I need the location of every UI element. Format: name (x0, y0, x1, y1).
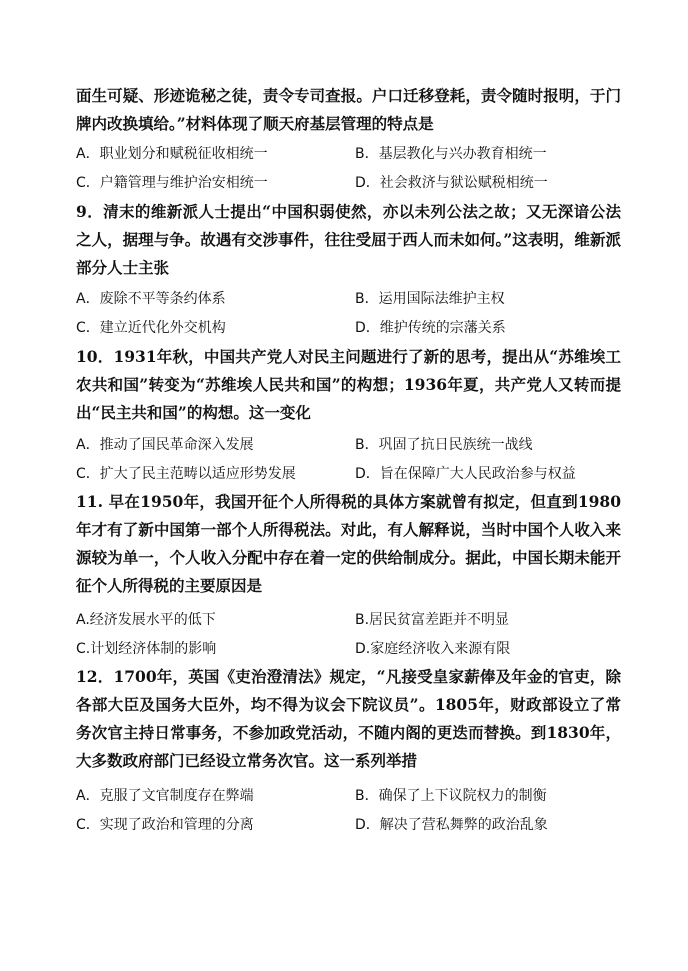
question-10-option-c[interactable]: C．扩大了民主范畴以适应形势发展 (76, 466, 296, 482)
question-12-option-c[interactable]: C．实现了政治和管理的分离 (76, 817, 254, 833)
question-8-option-c[interactable]: C．户籍管理与维护治安相统一 (76, 175, 268, 191)
question-8-option-a[interactable]: A．职业划分和赋税征收相统一 (76, 146, 268, 162)
question-11-option-a[interactable]: A.经济发展水平的低下 (76, 612, 216, 628)
question-9-option-b[interactable]: B．运用国际法维护主权 (355, 291, 505, 307)
question-11-option-b[interactable]: B.居民贫富差距并不明显 (355, 612, 510, 628)
question-9-option-c[interactable]: C．建立近代化外交机构 (76, 320, 226, 336)
question-9-stem: 9．清末的维新派人士提出“中国积弱使然，亦以未列公法之故；又无深谙公法之人，据理与争。故遇有交涉事件，往往受屈于西人而未如何。”这表明，维新派部分人士主张 (76, 202, 621, 277)
question-12-stem: 12．1700年，英国《吏治澄清法》规定，“凡接受皇家薪俸及年金的官吏，除各部大臣及国务大臣外，均不得为议会下院议员”。1805年，财政部设立了常务次官主持日常事务，不参加政党活动，不随内阁的更迭而替换。到1830年，大多数政府部门已经设立常务次官。这一系列举措 (76, 667, 621, 770)
question-10-option-b[interactable]: B．巩固了抗日民族统一战线 (355, 437, 533, 453)
question-10-stem: 10．1931年秋，中国共产党人对民主问题进行了新的思考，提出从“苏维埃工农共和国”转变为“苏维埃人民共和国”的构想；1936年夏，共产党人又转而提出“民主共和国”的构想。这一变化 (76, 347, 621, 422)
question-10-option-d[interactable]: D．旨在保障广大人民政治参与权益 (355, 466, 576, 482)
question-9-option-a[interactable]: A．废除不平等条约体系 (76, 291, 226, 307)
question-8-stem: 面生可疑、形迹诡秘之徒，责令专司查报。户口迁移登耗，责令随时报明，于门牌内改换填给。”材料体现了顺天府基层管理的特点是 (76, 86, 621, 133)
question-11-option-c[interactable]: C.计划经济体制的影响 (76, 641, 217, 657)
question-11-option-d[interactable]: D.家庭经济收入来源有限 (355, 641, 511, 657)
question-8-option-b[interactable]: B．基层教化与兴办教育相统一 (355, 146, 547, 162)
question-12-option-b[interactable]: B．确保了上下议院权力的制衡 (355, 788, 547, 804)
question-10-option-a[interactable]: A．推动了国民革命深入发展 (76, 437, 254, 453)
question-8-option-d[interactable]: D．社会救济与狱讼赋税相统一 (355, 175, 548, 191)
question-9-option-d[interactable]: D．维护传统的宗藩关系 (355, 320, 506, 336)
question-12-option-d[interactable]: D．解决了营私舞弊的政治乱象 (355, 817, 548, 833)
question-11-stem: 11. 早在1950年，我国开征个人所得税的具体方案就曾有拟定，但直到1980年才有了新中国第一部个人所得税法。对此，有人解释说，当时中国个人收入来源较为单一，个人收入分配中存在着一定的供给制成分。据此，中国长期未能开征个人所得税的主要原因是 (76, 492, 621, 595)
question-12-option-a[interactable]: A．克服了文官制度存在弊端 (76, 788, 254, 804)
